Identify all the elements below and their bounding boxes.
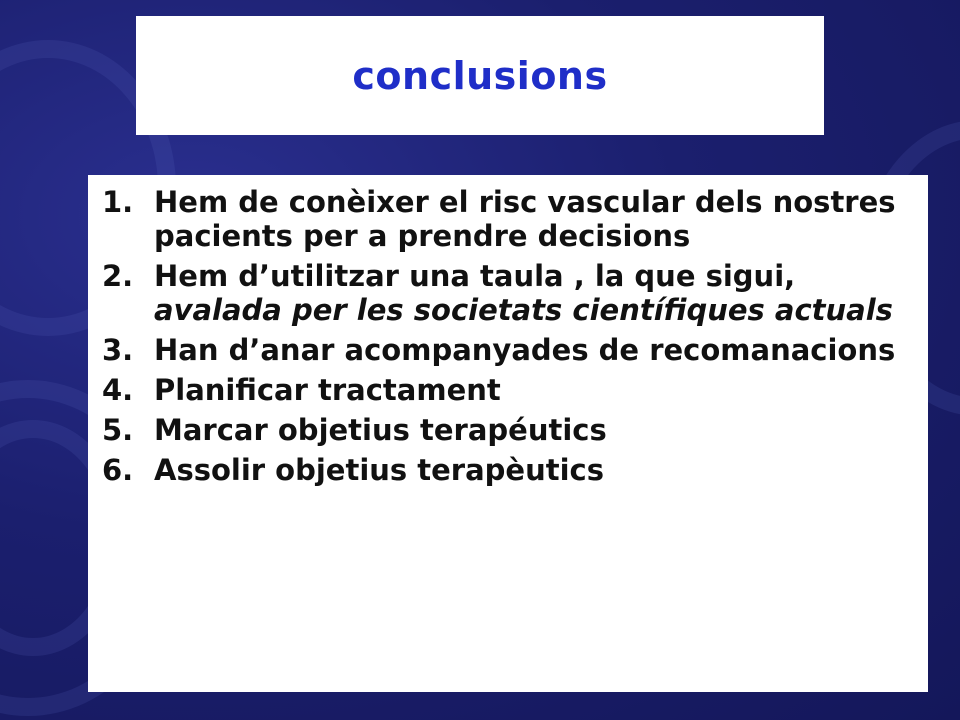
item-text [154,259,918,327]
item-text: Marcar objetius terapéutics [154,413,607,447]
item-number: 3. [102,333,134,367]
list-item [102,413,918,447]
title-panel [136,16,824,135]
item-text: Hem de conèixer el risc vascular dels nostres pacients per a prendre decisions [154,185,896,253]
list-item [102,373,918,407]
item-text: Assolir objetius terapèutics [154,453,604,487]
list-item [102,185,918,253]
list-item [102,453,918,487]
item-number: 4. [102,373,134,407]
slide-title: conclusions [352,53,608,98]
item-text-plain: Hem d’utilitzar una taula , la que sigui, [154,259,796,293]
item-text-italic: avalada per les societats científiques actuals [154,293,893,327]
item-number: 5. [102,413,134,447]
list-item [102,259,918,327]
item-number: 1. [102,185,134,219]
list-item [102,333,918,367]
item-text: Han d’anar acompanyades de recomanacions [154,333,896,367]
item-number: 2. [102,259,134,293]
item-number: 6. [102,453,134,487]
item-text: Planificar tractament [154,373,501,407]
content-panel [88,175,928,692]
conclusions-list [102,185,918,487]
